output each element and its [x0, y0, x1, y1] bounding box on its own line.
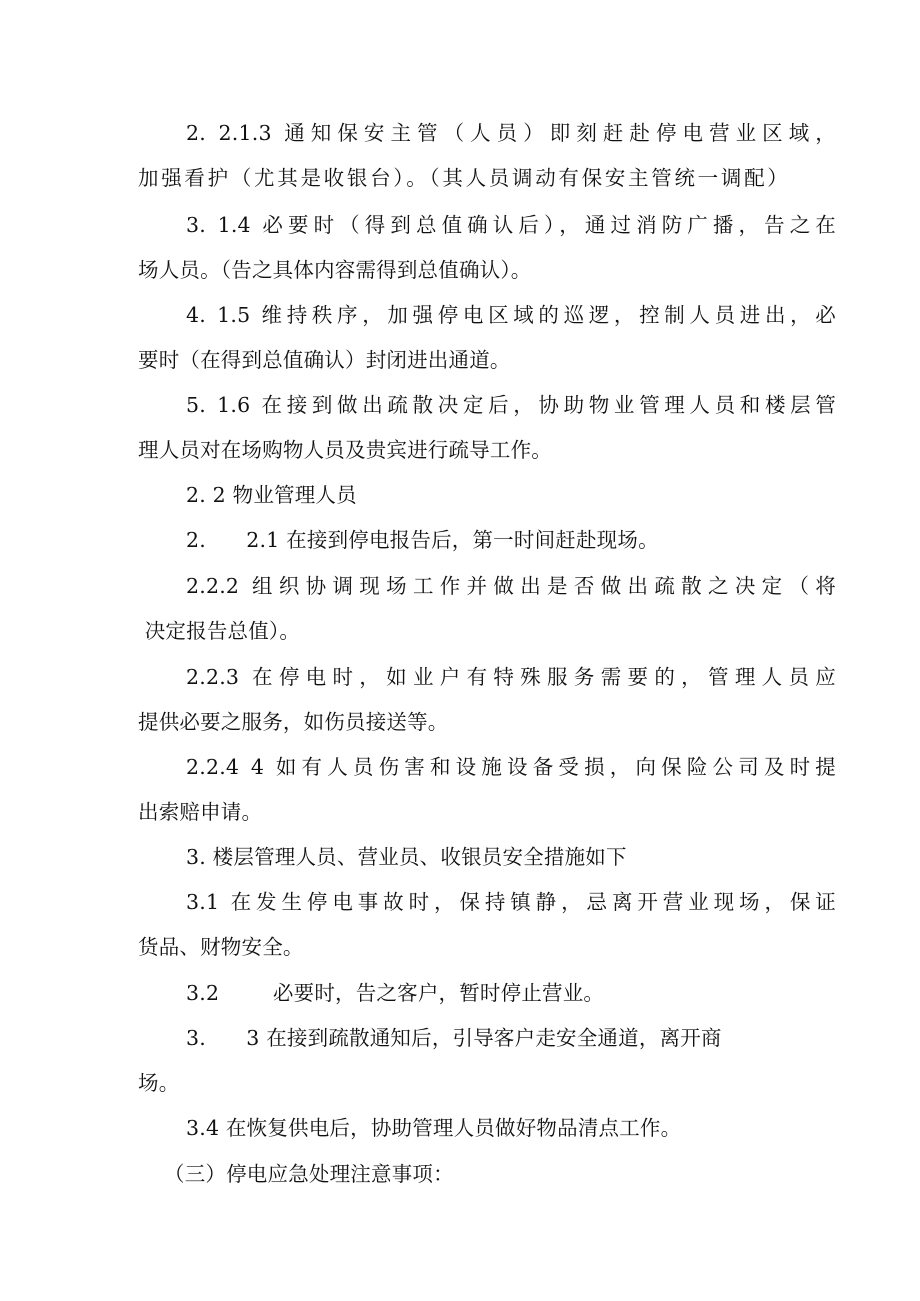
paragraph-line: 要时（在得到总值确认）封闭进出通道。	[138, 348, 511, 372]
paragraph-line: 场。	[138, 1071, 180, 1095]
paragraph-line: 3.2 必要时，告之客户，暂时停止营业。	[186, 981, 605, 1005]
paragraph-line: 5. 1.6 在接到做出疏散决定后，协助物业管理人员和楼层管	[186, 393, 836, 417]
paragraph-line: 理人员对在场购物人员及贵宾进行疏导工作。	[138, 438, 552, 462]
paragraph-line: 3.4 在恢复供电后，协助管理人员做好物品清点工作。	[186, 1116, 682, 1140]
paragraph-line: 决定报告总值）。	[138, 619, 301, 643]
paragraph-line: 4. 1.5 维持秩序，加强停电区域的巡逻，控制人员进出，必	[186, 303, 836, 327]
paragraph-line: 3. 1.4 必要时（得到总值确认后），通过消防广播，告之在	[186, 213, 836, 237]
paragraph-line: 加强看护（尤其是收银台）。（其人员调动有保安主管统一调配）	[138, 166, 788, 190]
paragraph-line: 货品、财物安全。	[138, 935, 304, 959]
paragraph-line: 2.2.3 在停电时，如业户有特殊服务需要的，管理人员应	[186, 665, 836, 689]
paragraph-line: 3.1 在发生停电事故时，保持镇静，忌离开营业现场，保证	[186, 890, 836, 914]
section-heading: （三）停电应急处理注意事项：	[164, 1162, 454, 1186]
paragraph-line: 2.2.4 4 如有人员伤害和设施设备受损，向保险公司及时提	[186, 755, 836, 779]
section-heading: 3. 楼层管理人员、营业员、收银员安全措施如下	[186, 845, 627, 869]
paragraph-line: 出索赔申请。	[138, 800, 263, 824]
paragraph-line: 2. 2.1.3 通知保安主管（人员）即刻赶赴停电营业区域，	[186, 121, 836, 145]
section-heading: 2. 2 物业管理人员	[186, 483, 357, 507]
paragraph-line: 3. 3 在接到疏散通知后，引导客户走安全通道，离开商	[186, 1026, 722, 1050]
paragraph-line: 提供必要之服务，如伤员接送等。	[138, 710, 449, 734]
paragraph-line: 2.2.2 组织协调现场工作并做出是否做出疏散之决定（将	[186, 574, 836, 598]
paragraph-line: 2. 2.1 在接到停电报告后，第一时间赶赴现场。	[186, 528, 659, 552]
paragraph-line: 场人员。（告之具体内容需得到总值确认）。	[138, 258, 532, 282]
